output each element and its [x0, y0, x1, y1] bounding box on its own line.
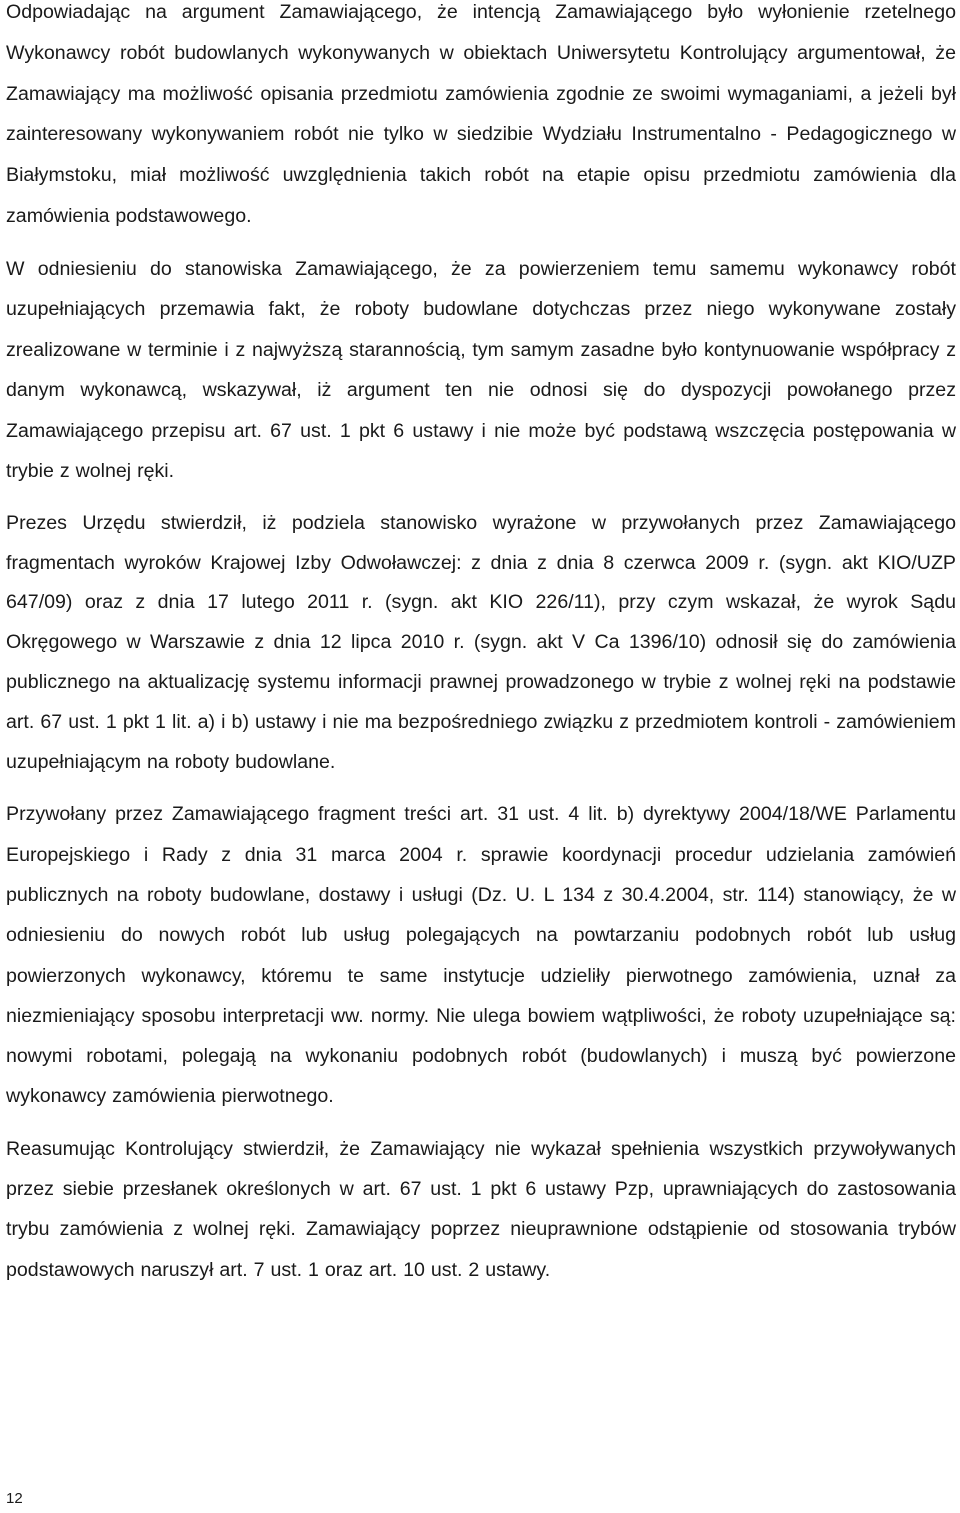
paragraph-3: Prezes Urzędu stwierdził, iż podziela stanowisko wyrażone w przywołanych przez Zamawiającego fragmentach wyroków Krajowej Izby Odwoławczej: z dnia z dnia 8 czerwca 2009 r. (sygn. akt KIO/UZP 647/09) oraz z dnia 17 lutego 2011 r. (sygn. akt KIO 226/11), przy czym wskazał, że wyrok Sądu Okręgowego w Warszawie z dnia 12 lipca 2010 r. (sygn. akt V Ca 1396/10) odnosił się do zamówienia publicznego na aktualizację systemu informacji prawnej prowadzonego w trybie z wolnej ręki na podstawie art. 67 ust. 1 pkt 1 lit. a) i b) ustawy i nie ma bezpośredniego związku z przedmiotem kontroli - zamówieniem uzupełniającym na roboty budowlane.: [6, 511, 956, 773]
page-number: 12: [6, 1490, 23, 1507]
paragraph-1: Odpowiadając na argument Zamawiającego, że intencją Zamawiającego było wyłonienie rzetelnego Wykonawcy robót budowlanych wykonywanych w obiektach Uniwersytetu Kontrolujący argumentował, że Zamawiający ma możliwość opisania przedmiotu zamówienia zgodnie ze swoimi wymaganiami, a jeżeli był zainteresowany wykonywaniem robót nie tylko w siedzibie Wydziału Instrumentalno - Pedagogicznego w Białymstoku, miał możliwość uwzględnienia takich robót na etapie opisu przedmiotu zamówienia dla zamówienia podstawowego.: [6, 1, 956, 227]
paragraph-2: W odniesieniu do stanowiska Zamawiającego, że za powierzeniem temu samemu wykonawcy robót uzupełniających przemawia fakt, że roboty budowlane dotychczas przez niego wykonywane zostały zrealizowane w terminie i z najwyższą starannością, tym samym zasadne było kontynuowanie współpracy z danym wykonawcą, wskazywał, iż argument ten nie odnosi się do dyspozycji powołanego przez Zamawiającego przepisu art. 67 ust. 1 pkt 6 ustawy i nie może być podstawą wszczęcia postępowania w trybie z wolnej ręki.: [6, 257, 956, 483]
document-page: [6, 0, 956, 1290]
paragraph-4: Przywołany przez Zamawiającego fragment treści art. 31 ust. 4 lit. b) dyrektywy 2004/18/WE Parlamentu Europejskiego i Rady z dnia 31 marca 2004 r. sprawie koordynacji procedur udzielania zamówień publicznych na roboty budowlane, dostawy i usługi (Dz. U. L 134 z 30.4.2004, str. 114) stanowiący, że w odniesieniu do nowych robót lub usług polegających na powtarzaniu podobnych robót lub usług powierzonych wykonawcy, któremu te same instytucje udzieliły pierwotnego zamówienia, uznał za niezmieniający sposobu interpretacji ww. normy. Nie ulega bowiem wątpliwości, że roboty uzupełniające są: nowymi robotami, polegają na wykonaniu podobnych robót (budowlanych) i muszą być powierzone wykonawcy zamówienia pierwotnego.: [6, 803, 956, 1108]
paragraph-5: Reasumując Kontrolujący stwierdził, że Zamawiający nie wykazał spełnienia wszystkich przywoływanych przez siebie przesłanek określonych w art. 67 ust. 1 pkt 6 ustawy Pzp, uprawniających do zastosowania trybu zamówienia z wolnej ręki. Zamawiający poprzez nieuprawnione odstąpienie od stosowania trybów podstawowych naruszył art. 7 ust. 1 oraz art. 10 ust. 2 ustawy.: [6, 1137, 956, 1281]
